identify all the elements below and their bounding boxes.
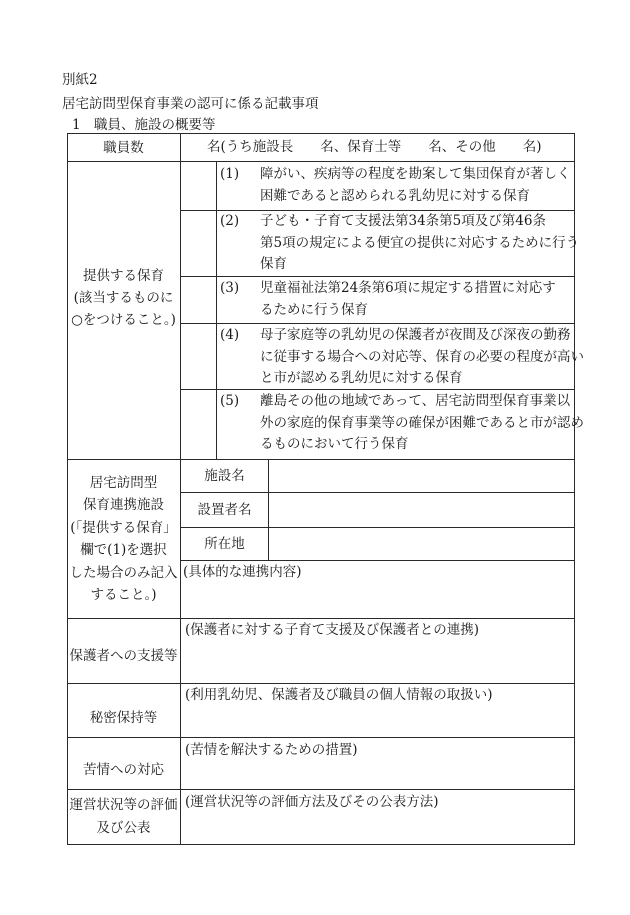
- staff-label: 職員数: [103, 139, 144, 156]
- childcare-option-3: [220, 278, 556, 321]
- partner-label-line: 居宅訪問型: [89, 474, 158, 491]
- option-text: 児童福祉法第24条第6項に規定する措置に対応す: [260, 280, 556, 296]
- option-text: 離島その他の地域であって、居宅訪問型保育事業以: [260, 393, 571, 409]
- option-text: るために行う保育: [260, 301, 368, 318]
- childcare-label: [67, 253, 180, 343]
- partner-facility-label: [67, 460, 180, 618]
- facility-name-label: 施設名: [204, 468, 245, 484]
- opt-sep-3: [180, 323, 575, 324]
- option-3-check-cell[interactable]: [181, 277, 216, 323]
- section-title: 職員、施設の概要等: [94, 117, 216, 133]
- founder-name-field[interactable]: [269, 493, 574, 527]
- partner-details-field[interactable]: (具体的な連携内容): [183, 564, 302, 580]
- childcare-label-line: 提供する保育: [83, 268, 164, 284]
- option-number: (2): [220, 213, 240, 229]
- option-text: に従事する場合への対応等、保育の必要の程度が高い: [260, 348, 584, 365]
- section-heading: [72, 113, 216, 133]
- privacy-label: 秘密保持等: [89, 709, 158, 726]
- option-text: 保育: [260, 256, 287, 272]
- evaluation-details-field[interactable]: (運営状況等の評価方法及びその公表方法): [185, 794, 439, 810]
- childcare-label-line: ○をつけること。): [71, 312, 176, 328]
- childcare-label-line: (該当するものに: [73, 290, 174, 306]
- partner-label-line: 欄で(1)を選択: [80, 542, 167, 558]
- partner-label-line: (「提供する保育」: [70, 519, 177, 536]
- document-title: 居宅訪問型保育事業の認可に係る記載事項: [62, 96, 319, 112]
- evaluation-label: [67, 790, 180, 844]
- option-number: (5): [220, 393, 240, 409]
- option-text: 第5項の規定による便宜の提供に対応するために行う: [260, 234, 580, 251]
- evaluation-label-line: 運営状況等の評価: [69, 797, 178, 813]
- facility-name-field[interactable]: [269, 460, 574, 492]
- attachment-label: 別紙2: [62, 72, 98, 88]
- evaluation-label-line: 及び公表: [96, 820, 151, 836]
- staff-count-field[interactable]: 名(うち施設長 名、保育士等 名、その他 名): [207, 139, 542, 155]
- support-label: 保護者への支援等: [69, 648, 178, 664]
- option-text: るものにおいて行う保育: [260, 436, 409, 452]
- option-text: 母子家庭等の乳幼児の保護者が夜間及び深夜の勤務: [260, 327, 571, 343]
- founder-name-label: 設置者名: [197, 502, 252, 518]
- childcare-option-5: [220, 391, 584, 456]
- facility-overview-table: [67, 133, 584, 845]
- partner-label-line: した場合のみ記入: [69, 564, 178, 581]
- childcare-option-4: [220, 325, 584, 390]
- complaints-label: 苦情への対応: [83, 761, 164, 778]
- option-2-check-cell[interactable]: [181, 211, 216, 276]
- childcare-option-1: [220, 164, 571, 207]
- support-details-field[interactable]: (保護者に対する子育て支援及び保護者との連携): [185, 622, 480, 638]
- option-number: (1): [220, 166, 240, 182]
- check-column-divider: [216, 161, 217, 459]
- option-text: 困難であると認められる乳幼児に対する保育: [260, 187, 530, 204]
- option-text: 外の家庭的保育事業等の確保が困難であると市が認め: [260, 414, 584, 431]
- location-label: 所在地: [204, 536, 245, 552]
- option-text: と市が認める乳幼児に対する保育: [260, 370, 463, 386]
- option-text: 障がい、疾病等の程度を勘案して集団保育が著しく: [260, 166, 571, 182]
- partner-label-line: すること。): [90, 587, 157, 603]
- border-bottom: [67, 844, 575, 845]
- option-number: (4): [220, 327, 240, 343]
- option-5-check-cell[interactable]: [181, 390, 216, 459]
- option-4-check-cell[interactable]: [181, 324, 216, 389]
- row-sep-staff: [67, 161, 575, 162]
- section-number: 1: [72, 117, 81, 133]
- partner-label-line: 保育連携施設: [83, 497, 164, 513]
- option-text: 子ども・子育て支援法第34条第5項及び第46条: [260, 213, 546, 229]
- option-number: (3): [220, 280, 240, 296]
- complaints-details-field[interactable]: (苦情を解決するための措置): [185, 742, 358, 758]
- childcare-option-2: [220, 211, 579, 276]
- privacy-details-field[interactable]: (利用乳幼児、保護者及び職員の個人情報の取扱い): [185, 687, 493, 703]
- option-1-check-cell[interactable]: [181, 162, 216, 210]
- location-field[interactable]: [269, 528, 574, 560]
- opt-sep-2: [180, 276, 575, 277]
